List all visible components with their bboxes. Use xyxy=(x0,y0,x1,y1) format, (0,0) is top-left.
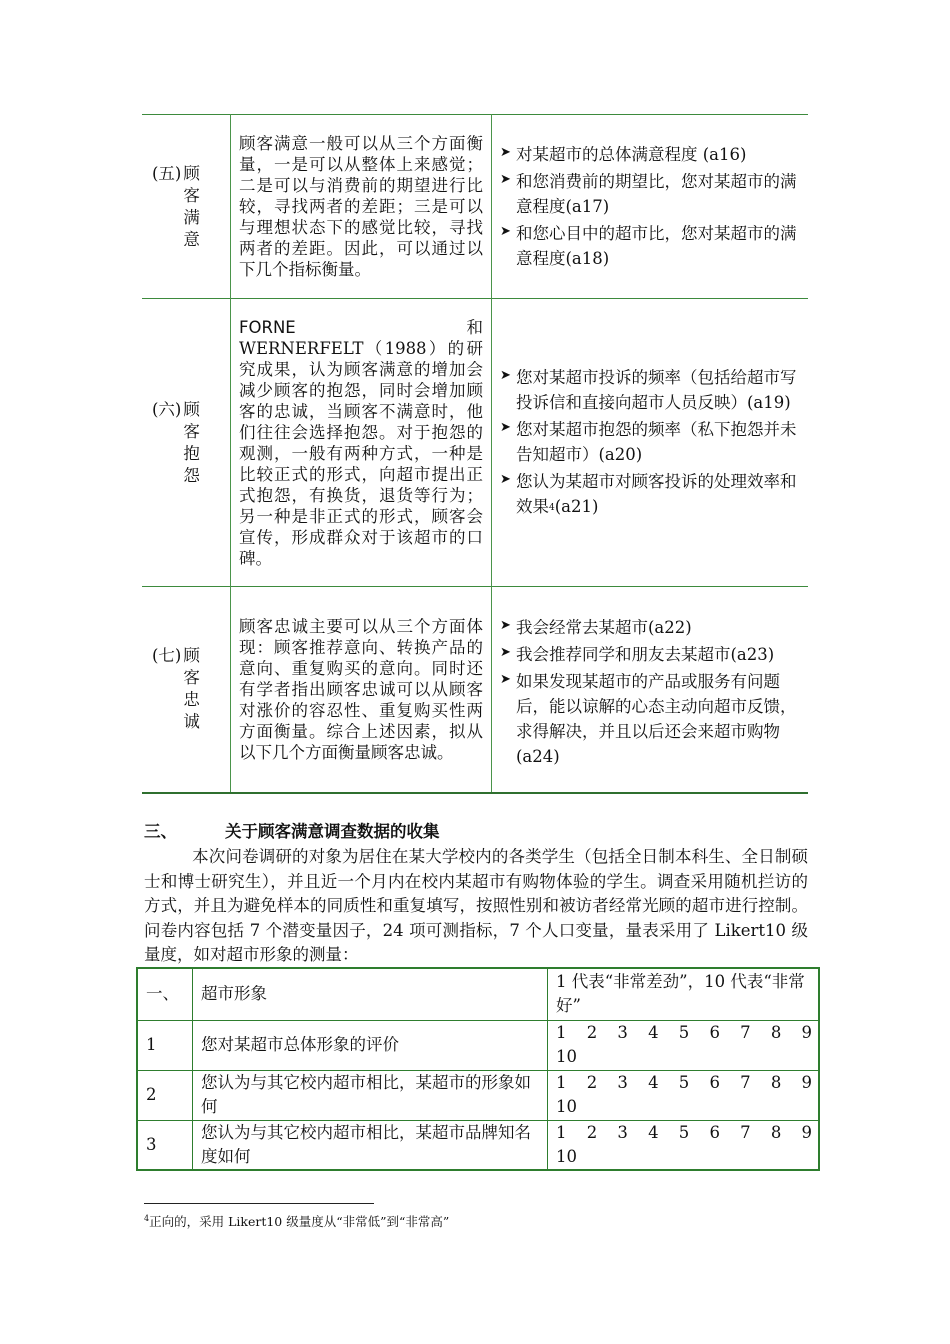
arrow-bullet-icon: ➤ xyxy=(500,419,511,435)
row-number: 3 xyxy=(137,1120,193,1170)
indicator-list xyxy=(492,115,809,299)
factor-name: 顾 客 满 意 xyxy=(183,163,200,249)
list-item: ➤ 我会推荐同学和朋友去某超市(a23) xyxy=(500,642,802,667)
header-title: 超市形象 xyxy=(193,968,548,1020)
body-paragraph: 本次问卷调研的对象为居住在某大学校内的各类学生（包括全日制本科生、全日制硕士和博士研究生），并且近一个月内在校内某超市有购物体验的学生。调查采用随机拦访的方式，并且为避免样本的同质性和重复填写，按照性别和被访者经常光顾的超市进行控制。问卷内容包括 7 个潜变量因子，24 项可测指标，7 个人口变量，量表采用了 Likert10 级量度，如对超市形象的测量： xyxy=(144,847,808,964)
list-item: ➤ 如果发现某超市的产品或服务有问题后，能以谅解的心态主动向超市反馈，求得解决，并且以后还会来超市购物(a24) xyxy=(500,669,802,769)
arrow-bullet-icon: ➤ xyxy=(500,367,511,383)
factor-number: (六) xyxy=(152,399,182,419)
table-row xyxy=(142,299,808,587)
arrow-bullet-icon: ➤ xyxy=(500,224,511,239)
arrow-bullet-icon: ➤ xyxy=(500,471,511,487)
likert-scale-table xyxy=(136,967,820,1171)
list-item: ➤ 我会经常去某超市(a22) xyxy=(500,615,802,640)
row-number: 2 xyxy=(137,1070,193,1120)
list-item: ➤ 和您消费前的期望比，您对某超市的满意程度(a17) xyxy=(500,169,802,219)
footnote xyxy=(144,1212,449,1230)
table-row xyxy=(137,1070,819,1120)
footnote-text: 正向的，采用 Likert10 级量度从“非常低”到“非常高” xyxy=(149,1214,450,1229)
footnote-mark: 4 xyxy=(144,1213,150,1223)
factor-label-cell xyxy=(142,299,231,587)
row-number: 1 xyxy=(137,1020,193,1070)
rating-scale: 1 2 3 4 5 6 7 8 9 10 xyxy=(548,1070,820,1120)
section-title: 关于顾客满意调查数据的收集 xyxy=(225,822,440,841)
rating-scale: 1 2 3 4 5 6 7 8 9 10 xyxy=(548,1120,820,1170)
list-item: ➤ 和您心目中的超市比，您对某超市的满意程度(a18) xyxy=(500,221,802,271)
arrow-bullet-icon: ➤ xyxy=(500,618,511,633)
description-head: FORNE 和 xyxy=(239,317,483,337)
table-row xyxy=(137,1120,819,1170)
factor-name: 顾 客 忠 诚 xyxy=(183,646,200,732)
footnote-divider xyxy=(144,1203,374,1204)
table-header-row xyxy=(137,968,819,1020)
factor-label-cell xyxy=(142,587,231,793)
question-text: 您认为与其它校内超市相比，某超市的形象如何 xyxy=(193,1070,548,1120)
table-row xyxy=(142,587,808,793)
arrow-bullet-icon: ➤ xyxy=(500,172,511,187)
factor-description: FORNE 和 WERNERFELT（1988）的研究成果，认为顾客满意的增加会减少顾客的抱怨，同时会增加顾客的忠诚，当顾客不满意时，他们往往会选择抱怨。对于抱怨的观测，一般有两种方式，一种是比较正式的形式，向超市提出正式抱怨，有换货，退货等行为；另一种是非正式的形式，顾客会宣传，形成群众对于该超市的口碑。 xyxy=(231,299,492,587)
arrow-bullet-icon: ➤ xyxy=(500,672,511,687)
section-heading xyxy=(144,818,440,842)
factor-description: 顾客忠诚主要可以从三个方面体现：顾客推荐意向、转换产品的意向、重复购买的意向。同时还有学者指出顾客忠诚可以从顾客对涨价的容忍性、重复购买性两方面衡量。综合上述因素，拟从以下几个方面衡量顾客忠诚。 xyxy=(231,587,492,793)
list-item: ➤ 您认为某超市对顾客投诉的处理效率和效果4(a21) xyxy=(500,469,802,521)
footnote-ref: 4 xyxy=(549,502,555,513)
factor-label-cell xyxy=(142,115,231,299)
table-row xyxy=(137,1020,819,1070)
list-item: ➤ 对某超市的总体满意程度 (a16) xyxy=(500,142,802,167)
indicator-list xyxy=(492,587,809,793)
factor-name: 顾 客 抱 怨 xyxy=(183,399,200,485)
list-item: ➤ 您对某超市投诉的频率（包括给超市写投诉信和直接向超市人员反映）(a19) xyxy=(500,365,802,415)
question-text: 您对某超市总体形象的评价 xyxy=(193,1020,548,1070)
header-number: 一、 xyxy=(137,968,193,1020)
scale-description: 1 代表“非常差劲”，10 代表“非常好” xyxy=(548,968,820,1020)
factor-number: (七) xyxy=(152,646,182,666)
section-number: 三、 xyxy=(144,822,177,841)
arrow-bullet-icon: ➤ xyxy=(500,645,511,660)
question-text: 您认为与其它校内超市相比，某超市品牌知名度如何 xyxy=(193,1120,548,1170)
rating-scale: 1 2 3 4 5 6 7 8 9 10 xyxy=(548,1020,820,1070)
indicator-table xyxy=(142,114,808,794)
list-item: ➤ 您对某超市抱怨的频率（私下抱怨并未告知超市）(a20) xyxy=(500,417,802,467)
factor-number: (五) xyxy=(152,163,182,183)
arrow-bullet-icon: ➤ xyxy=(500,145,511,160)
table-row xyxy=(142,115,808,299)
indicator-list xyxy=(492,299,809,587)
factor-description: 顾客满意一般可以从三个方面衡量，一是可以从整体上来感觉；二是可以与消费前的期望进行比较，寻找两者的差距；三是可以与理想状态下的感觉比较，寻找两者的差距。因此，可以通过以下几个指标衡量。 xyxy=(231,115,492,299)
